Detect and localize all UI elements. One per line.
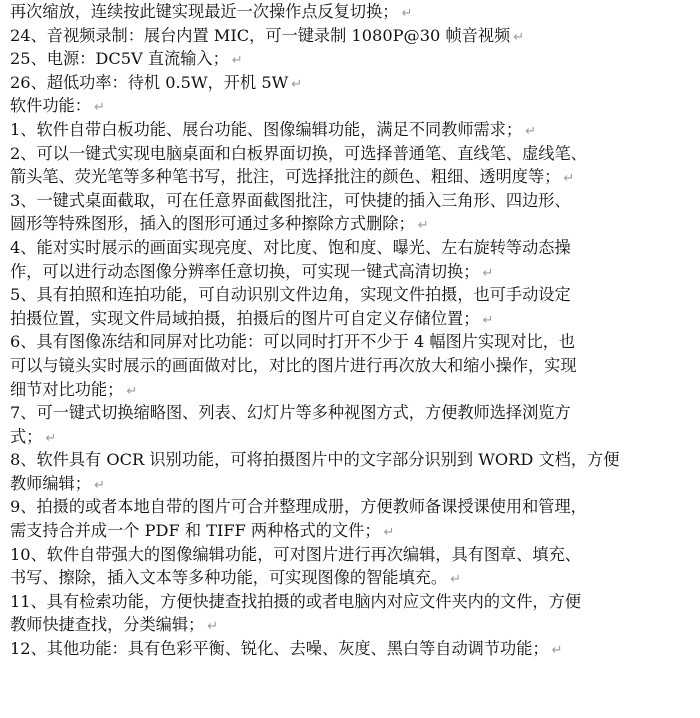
document-line [10,0,690,24]
document-line [10,260,690,284]
document-line [10,330,690,354]
paragraph-mark-icon: ↵ [291,76,303,92]
document-line [10,543,690,567]
line-text: 25、电源：DC5V 直流输入； [10,49,229,69]
line-text: 3、一键式桌面截取，可在任意界面截图批注，可快捷的插入三角形、四边形、 [10,190,571,210]
line-text: 教师快捷查找，分类编辑； [10,615,205,635]
document-line [10,590,690,614]
line-text: 可以与镜头实时展示的画面做对比，对比的图片进行再次放大和缩小操作，实现 [10,355,577,375]
line-text: 5、具有拍照和连拍功能，可自动识别文件边角，实现文件拍摄，也可手动设定 [10,285,571,305]
line-text: 4、能对实时展示的画面实现亮度、对比度、饱和度、曝光、左右旋转等动态操 [10,237,571,257]
paragraph-mark-icon: ↵ [417,218,429,234]
document-line [10,94,690,118]
line-text: 12、其他功能：具有色彩平衡、锐化、去噪、灰度、黑白等自动调节功能； [10,639,549,659]
document-line [10,472,690,496]
paragraph-mark-icon: ↵ [551,643,563,659]
paragraph-mark-icon: ↵ [45,430,57,446]
line-text: 作，可以进行动态图像分辨率任意切换，可实现一键式高清切换； [10,261,480,281]
line-text: 10、软件自带强大的图像编辑功能，可对图片进行再次编辑，具有图章、填充、 [10,544,581,564]
line-text: 细节对比功能； [10,379,124,399]
line-text: 教师编辑； [10,473,91,493]
line-text: 8、软件具有 OCR 识别功能，可将拍摄图片中的文字部分识别到 WORD 文档，方便 [10,450,620,470]
line-text: 26、超低功率：待机 0.5W，开机 5W [10,72,289,92]
paragraph-mark-icon: ↵ [450,572,461,588]
document-line [10,283,690,307]
document-line [10,47,690,71]
paragraph-mark-icon: ↵ [401,6,413,21]
line-text: 1、软件自带白板功能、展台功能、图像编辑功能，满足不同教师需求； [10,119,523,139]
document-line [10,448,690,472]
line-text: 式； [10,426,43,446]
line-text: 11、具有检索功能，方便快捷查找拍摄的或者电脑内对应文件夹内的文件，方便 [10,591,581,611]
paragraph-mark-icon: ↵ [207,619,219,635]
document-line [10,425,690,449]
line-text: 6、具有图像冻结和同屏对比功能：可以同时打开不少于 4 幅图片实现对比，也 [10,332,576,352]
document-line [10,637,690,661]
document-line [10,354,690,378]
line-text: 书写、擦除，插入文本等多种功能，可实现图像的智能填充。 [10,568,448,588]
document-line [10,71,690,95]
line-text: 再次缩放，连续按此键实现最近一次操作点反复切换； [10,2,399,21]
document-line [10,519,690,543]
line-text: 7、可一键式切换缩略图、列表、幻灯片等多种视图方式，方便教师选择浏览方 [10,403,571,423]
line-text: 9、拍摄的或者本地自带的图片可合并整理成册，方便教师备课授课使用和管理， [10,497,587,517]
document-line [10,165,690,189]
document-line [10,236,690,260]
line-text: 箭头笔、荧光笔等多种笔书写，批注，可选择批注的颜色、粗细、透明度等； [10,167,561,187]
document-line [10,212,690,236]
document-line [10,613,690,637]
document-line [10,142,690,166]
paragraph-mark-icon: ↵ [482,312,494,328]
paragraph-mark-icon: ↵ [93,100,105,116]
line-text: 圆形等特殊图形，插入的图形可通过多种擦除方式删除； [10,214,415,234]
line-text: 需支持合并成一个 PDF 和 TIFF 两种格式的文件； [10,521,381,541]
line-text: 24、音视频录制：展台内置 MIC，可一键录制 1080P@30 帧音视频 [10,25,511,45]
document-line [10,378,690,402]
line-text: 软件功能： [10,96,91,116]
paragraph-mark-icon: ↵ [126,383,138,399]
document-body [10,0,690,661]
paragraph-mark-icon: ↵ [93,477,105,493]
document-line [10,566,690,590]
document-line [10,401,690,425]
paragraph-mark-icon: ↵ [231,53,243,69]
document-line [10,307,690,331]
line-text: 拍摄位置，实现文件局域拍摄，拍摄后的图片可自定义存储位置； [10,308,480,328]
document-line [10,118,690,142]
document-line [10,495,690,519]
paragraph-mark-icon: ↵ [513,29,525,45]
line-text: 2、可以一键式实现电脑桌面和白板界面切换，可选择普通笔、直线笔、虚线笔、 [10,143,587,163]
paragraph-mark-icon: ↵ [563,171,575,187]
document-line [10,24,690,48]
paragraph-mark-icon: ↵ [525,123,537,139]
document-line [10,189,690,213]
paragraph-mark-icon: ↵ [383,525,395,541]
paragraph-mark-icon: ↵ [482,265,494,281]
